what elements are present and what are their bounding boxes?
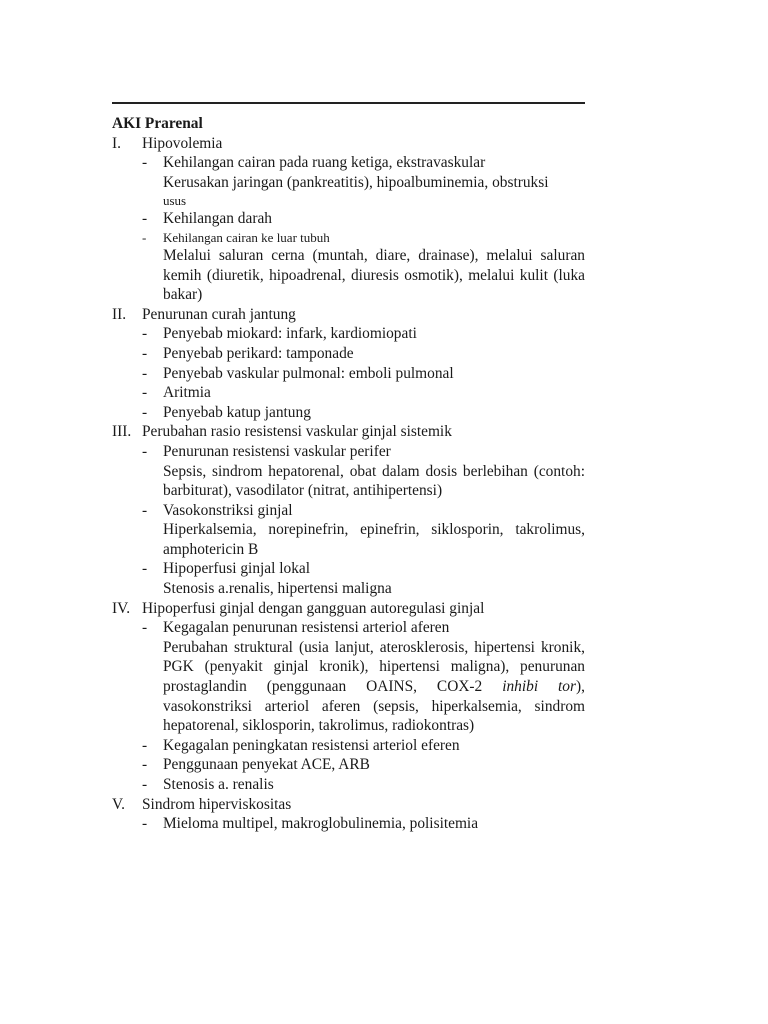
item-detail: Melalui saluran cerna (muntah, diare, drainase), melalui saluran kemih (diuretik, hipoadrenal, diuresis osmotik), melalui kulit (luka bakar) [163,246,585,304]
list-dash: - [142,736,148,754]
page-title: AKI Prarenal [112,115,203,132]
list-item [142,209,585,229]
detail-text: ), vasokonstriksi arteriol aferen (sepsis, hiperkalsemia, sindrom hepatorenal, siklosporin, takrolimus, radiokontras) [163,678,585,735]
list-dash: - [142,560,148,578]
item-label: Kehilangan darah [163,210,272,228]
section-hiperviskositas [112,795,585,834]
list-item [142,383,585,403]
list-item [142,755,585,775]
list-item [142,736,585,756]
item-label: Kegagalan penurunan resistensi arteriol aferen [163,619,450,637]
item-detail: Hiperkalsemia, norepinefrin, epinefrin, siklosporin, takrolimus, amphotericin B [163,521,585,558]
list-dash: - [142,154,148,172]
list-item [142,775,585,795]
section-number: V. [112,795,125,813]
section-number: III. [112,423,132,441]
item-detail: Sepsis, sindrom hepatorenal, obat dalam dosis berlebihan (contoh: barbiturat), vasodilator (nitrat, antihipertensi) [163,462,585,500]
list-item [142,364,585,384]
item-label: Kehilangan cairan pada ruang ketiga, ekstravaskular [163,154,486,172]
list-item [142,559,585,579]
list-item [142,344,585,364]
list-dash: - [142,229,147,245]
detail-italic-term: inhibi tor [502,678,576,696]
top-rule [112,102,585,104]
list-item [142,229,585,246]
list-dash: - [142,364,148,382]
item-label: Aritmia [163,384,211,402]
section-number: II. [112,305,127,323]
list-dash: - [142,619,148,637]
list-item [142,501,585,521]
list-dash: - [142,384,148,402]
list-item [142,442,585,462]
section-number: IV. [112,599,131,617]
section-label: Hipoperfusi ginjal dengan gangguan autoregulasi ginjal [142,599,485,617]
list-dash: - [142,776,148,793]
section-autoregulasi [112,599,585,795]
section-label: Penurunan curah jantung [142,305,296,323]
list-dash: - [142,815,148,833]
list-item [142,153,585,173]
list-dash: - [142,501,148,519]
item-label: Penyebab vaskular pulmonal: emboli pulmonal [163,364,454,382]
section-curah-jantung [112,305,585,423]
item-label: Penyebab miokard: infark, kardiomiopati [163,325,417,343]
item-detail: Kerusakan jaringan (pankreatitis), hipoalbuminemia, obstruksi [163,173,549,191]
item-label: Mieloma multipel, makroglobulinemia, polisitemia [163,815,479,833]
section-label: Hipovolemia [142,134,223,152]
item-detail-continued: usus [163,193,187,209]
item-label: Kehilangan cairan ke luar tubuh [163,229,330,245]
list-item [142,814,585,834]
document-page [112,102,585,834]
detail-text: Perubahan struktural (usia lanjut, aterosklerosis, hipertensi kronik, PGK (penyakit ginjal kronik), hipertensi maligna), penurunan prostaglandin (penggunaan OAINS, COX-2 [163,638,585,696]
section-hipovolemia [112,134,585,305]
item-label: Penyebab perikard: tamponade [163,344,354,362]
section-resistensi-vaskular [112,422,585,598]
list-dash: - [142,756,148,774]
item-label: Penggunaan penyekat ACE, ARB [163,756,370,774]
item-label: Hipoperfusi ginjal lokal [163,560,311,578]
item-detail [142,638,585,736]
list-dash: - [142,344,148,362]
list-item [142,618,585,638]
list-dash: - [142,403,148,421]
list-dash: - [142,210,148,228]
item-label: Penyebab katup jantung [163,403,311,421]
item-label: Kegagalan peningkatan resistensi arteriol eferen [163,736,460,754]
item-detail: Stenosis a.renalis, hipertensi maligna [163,580,392,598]
list-item [142,324,585,344]
section-label: Sindrom hiperviskositas [142,795,292,813]
section-label: Perubahan rasio resistensi vaskular ginjal sistemik [142,423,452,441]
list-dash: - [142,325,148,343]
item-label: Stenosis a. renalis [163,776,274,793]
item-label: Penurunan resistensi vaskular perifer [163,442,391,460]
list-dash: - [142,442,148,460]
section-number: I. [112,134,121,152]
item-label: Vasokonstriksi ginjal [163,501,293,519]
list-item [142,403,585,423]
